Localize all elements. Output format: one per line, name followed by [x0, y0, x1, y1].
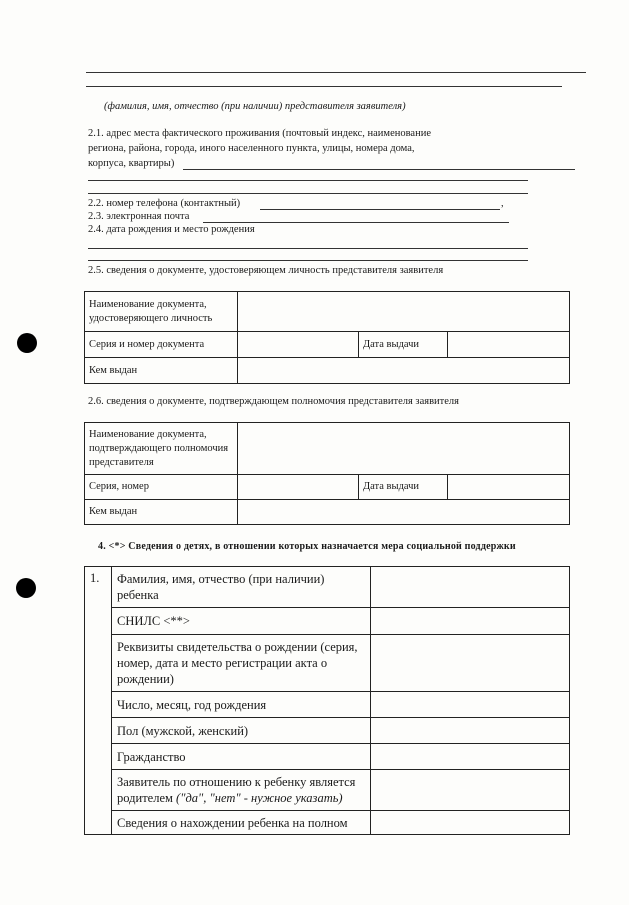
children-table [84, 566, 570, 835]
authority-doc-issued-label: Кем выдан [85, 500, 238, 525]
child-citizenship-field[interactable] [371, 744, 570, 770]
child-snils-field[interactable] [371, 608, 570, 635]
authority-doc-heading: 2.6. сведения о документе, подтверждающем полномочия представителя заявителя [88, 396, 459, 407]
children-section-heading: 4. <*> Сведения о детях, в отношении которых назначается мера социальной поддержки [98, 541, 516, 552]
child-birthdate-label: Число, месяц, год рождения [112, 692, 371, 718]
phone-suffix: , [501, 198, 504, 209]
authority-doc-issued-field[interactable] [238, 500, 570, 525]
child-snils-label: СНИЛС <**> [112, 608, 371, 635]
authority-doc-table [84, 422, 570, 525]
authority-doc-date-label: Дата выдачи [359, 475, 448, 500]
child-custody-field[interactable] [371, 811, 570, 835]
address-label-line2: региона, района, города, иного населенного пункта, улицы, номера дома, [88, 143, 415, 154]
child-birth-cert-label: Реквизиты свидетельства о рождении (серия, номер, дата и место регистрации акта о рождении) [112, 635, 371, 692]
phone-label: 2.2. номер телефона (контактный) [88, 198, 241, 209]
child-fio-field[interactable] [371, 567, 570, 608]
child-fio-label: Фамилия, имя, отчество (при наличии) ребенка [112, 567, 371, 608]
identity-doc-name-label: Наименование документа, удостоверяющего личность [85, 292, 238, 332]
identity-doc-name-field[interactable] [238, 292, 570, 332]
email-label: 2.3. электронная почта [88, 211, 190, 222]
child-birthdate-field[interactable] [371, 692, 570, 718]
identity-doc-date-field[interactable] [448, 332, 570, 358]
authority-doc-date-field[interactable] [448, 475, 570, 500]
representative-caption: (фамилия, имя, отчество (при наличии) представителя заявителя) [104, 101, 406, 112]
child-applicant-parent-prefix: Заявитель по отношению к ребенку является родителем [117, 775, 356, 805]
birth-line-2[interactable] [88, 260, 528, 261]
child-gender-field[interactable] [371, 718, 570, 744]
authority-doc-name-field[interactable] [238, 423, 570, 475]
birth-label: 2.4. дата рождения и место рождения [88, 224, 255, 235]
identity-doc-table [84, 291, 570, 384]
child-custody-label: Сведения о нахождении ребенка на полном [112, 811, 371, 835]
child-gender-label: Пол (мужской, женский) [112, 718, 371, 744]
child-row-number: 1. [85, 567, 112, 835]
representative-name-line-2[interactable] [86, 86, 562, 87]
binder-hole-bottom [16, 578, 36, 598]
address-label-line3: корпуса, квартиры) [88, 158, 175, 169]
address-line-1[interactable] [183, 169, 575, 170]
identity-doc-issued-field[interactable] [238, 358, 570, 384]
birth-line-1[interactable] [88, 248, 528, 249]
identity-doc-issued-label: Кем выдан [85, 358, 238, 384]
address-line-2[interactable] [88, 180, 528, 181]
child-citizenship-label: Гражданство [112, 744, 371, 770]
child-birth-cert-field[interactable] [371, 635, 570, 692]
authority-doc-series-field[interactable] [238, 475, 359, 500]
binder-hole-top [17, 333, 37, 353]
child-applicant-parent-hint: ("да", "нет" - нужное указать) [176, 791, 343, 805]
identity-doc-series-field[interactable] [238, 332, 359, 358]
identity-doc-heading: 2.5. сведения о документе, удостоверяющем личность представителя заявителя [88, 265, 444, 276]
child-applicant-parent-label [112, 770, 371, 811]
representative-name-line-1[interactable] [86, 72, 586, 73]
authority-doc-series-label: Серия, номер [85, 475, 238, 500]
address-label-line1: 2.1. адрес места фактического проживания (почтовый индекс, наименование [88, 128, 431, 139]
phone-input-line[interactable] [260, 209, 500, 210]
identity-doc-series-label: Серия и номер документа [85, 332, 238, 358]
child-applicant-parent-field[interactable] [371, 770, 570, 811]
identity-doc-date-label: Дата выдачи [359, 332, 448, 358]
authority-doc-name-label: Наименование документа, подтверждающего полномочия представителя [85, 423, 238, 475]
address-line-3[interactable] [88, 193, 528, 194]
